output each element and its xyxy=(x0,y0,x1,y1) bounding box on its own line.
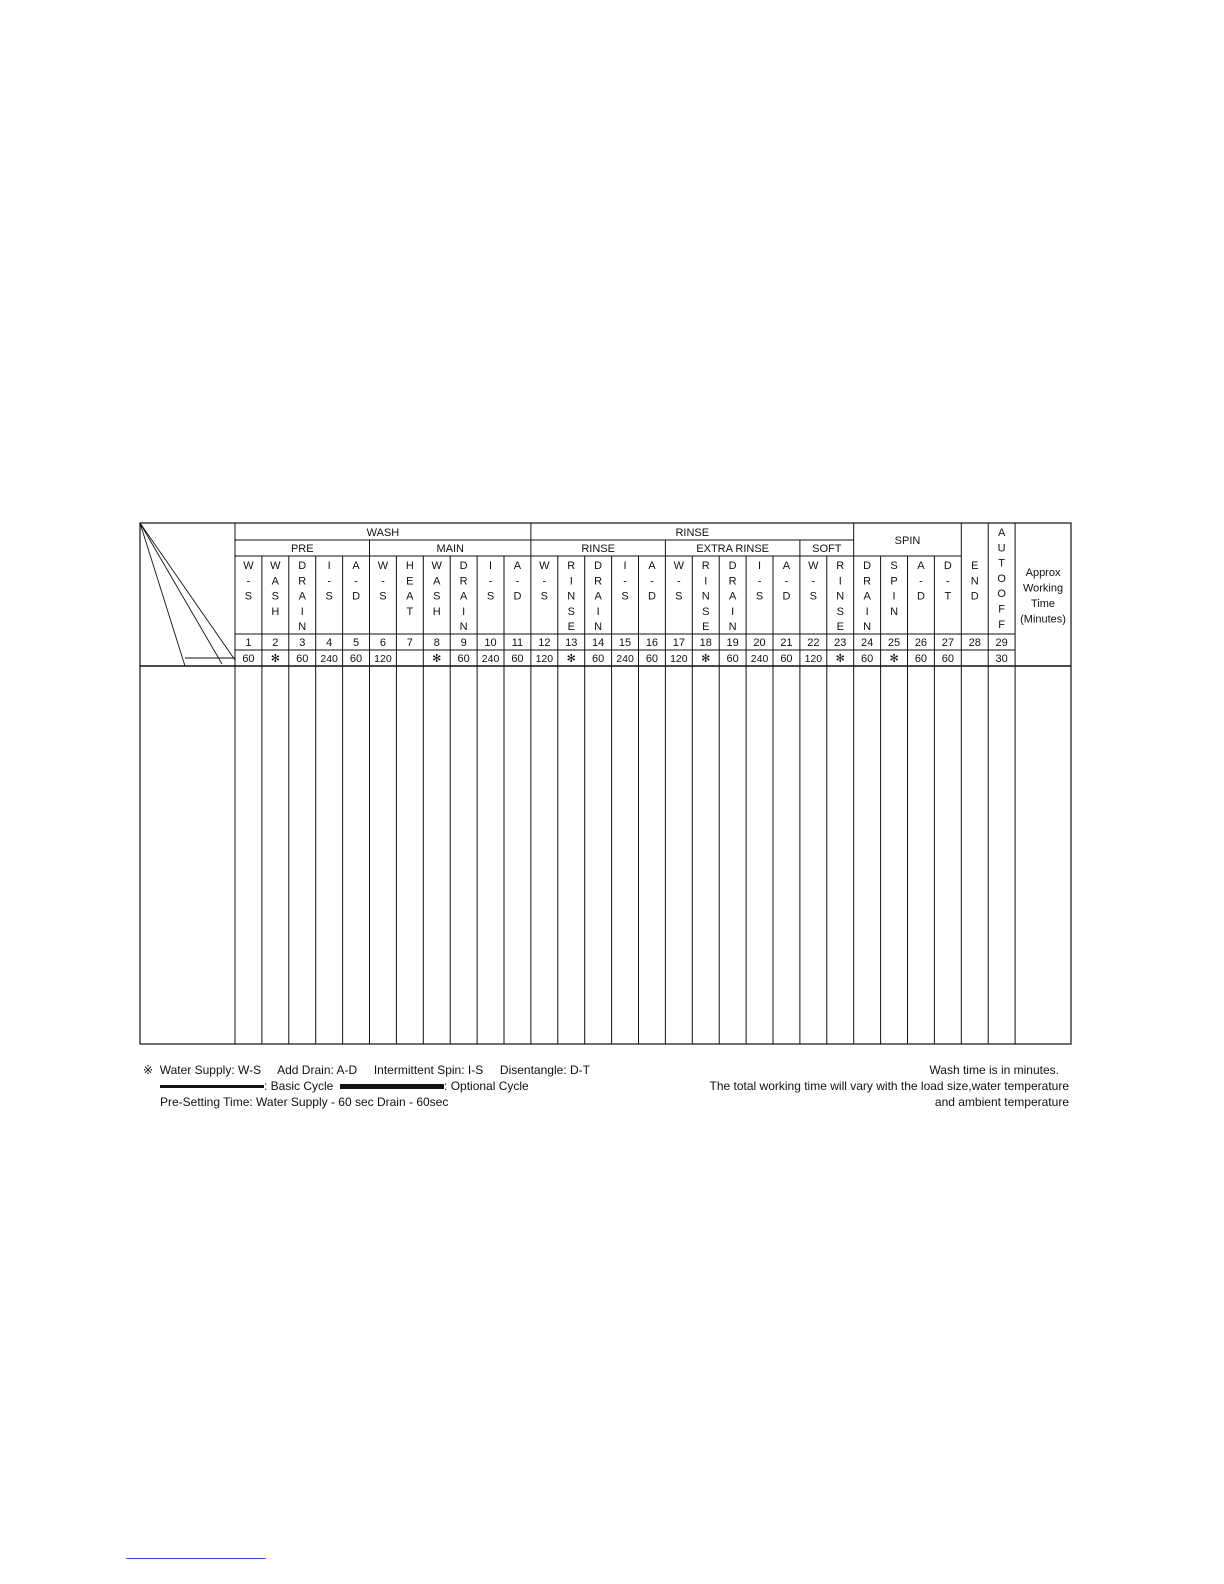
step-9-abbr: R xyxy=(459,575,468,588)
step-16-abbr: - xyxy=(650,575,654,588)
step-25-abbr: N xyxy=(890,605,899,618)
step-5-number: 5 xyxy=(352,637,360,649)
step-4-abbr: - xyxy=(327,575,331,588)
step-20-abbr: S xyxy=(755,590,764,603)
step-2-number: 2 xyxy=(272,637,279,649)
step-17-number: 17 xyxy=(672,637,685,649)
step-2-time: ✻ xyxy=(270,653,280,665)
step-25-number: 25 xyxy=(887,637,901,649)
step-15-abbr: - xyxy=(623,575,627,588)
step-21-abbr: - xyxy=(784,575,789,588)
step-10-number: 10 xyxy=(484,637,497,649)
step-26-abbr: D xyxy=(916,590,925,603)
step-29-abbr: F xyxy=(998,618,1006,631)
step-26-number: 26 xyxy=(914,637,928,649)
group-soft: SOFT xyxy=(812,543,842,555)
step-8-abbr: A xyxy=(433,575,441,588)
step-22-abbr: S xyxy=(809,590,818,603)
approx-header: Approx xyxy=(1025,567,1061,579)
step-2-abbr: S xyxy=(271,590,280,603)
step-7-abbr: E xyxy=(406,575,414,588)
step-17-abbr: W xyxy=(673,560,685,572)
step-23-number: 23 xyxy=(834,637,847,649)
step-3-abbr: D xyxy=(298,560,307,572)
step-13-abbr: S xyxy=(567,605,575,618)
step-20-time: 240 xyxy=(750,653,769,665)
step-29-abbr: U xyxy=(997,542,1006,555)
step-10-abbr: - xyxy=(488,575,493,588)
step-19-time: 60 xyxy=(726,653,739,665)
step-16-time: 60 xyxy=(645,653,659,665)
step-16-abbr: D xyxy=(647,590,656,603)
step-27-abbr: T xyxy=(944,590,952,603)
step-24-number: 24 xyxy=(861,637,874,649)
step-21-abbr: A xyxy=(782,560,791,572)
step-7-abbr: A xyxy=(406,590,414,603)
step-20-abbr: - xyxy=(757,575,762,588)
legend-note-line2: and ambient temperature xyxy=(934,1095,1069,1109)
step-9-abbr: A xyxy=(459,590,468,603)
legend-wash-time-note: Wash time is in minutes. xyxy=(929,1063,1059,1077)
step-10-abbr: S xyxy=(486,590,495,603)
step-10-time: 240 xyxy=(481,653,500,665)
step-3-abbr: I xyxy=(300,605,304,618)
step-7-number: 7 xyxy=(406,637,413,649)
step-27-abbr: - xyxy=(946,575,950,588)
group-pre: PRE xyxy=(290,543,314,555)
step-14-abbr: N xyxy=(594,621,603,634)
step-8-abbr: H xyxy=(432,605,441,618)
approx-header: Time xyxy=(1031,598,1056,610)
step-1-number: 1 xyxy=(245,637,252,649)
step-9-time: 60 xyxy=(457,653,470,665)
step-19-abbr: R xyxy=(728,575,737,588)
step-25-time: ✻ xyxy=(889,653,899,665)
step-20-abbr: I xyxy=(758,560,762,572)
group-spin: SPIN xyxy=(894,535,921,547)
step-11-abbr: D xyxy=(513,590,522,603)
step-9-number: 9 xyxy=(460,637,467,649)
step-21-time: 60 xyxy=(780,653,793,665)
step-8-number: 8 xyxy=(433,637,440,649)
step-2-abbr: H xyxy=(271,605,280,618)
group-rinse: RINSE xyxy=(675,527,710,539)
step-18-abbr: R xyxy=(701,560,710,572)
group-main: MAIN xyxy=(436,543,464,555)
step-3-abbr: A xyxy=(298,590,306,603)
step-19-number: 19 xyxy=(726,637,739,649)
step-4-number: 4 xyxy=(326,637,333,649)
step-11-abbr: - xyxy=(515,575,520,588)
legend-cycle-lines xyxy=(160,1079,529,1093)
step-5-abbr: - xyxy=(354,575,358,588)
step-22-abbr: - xyxy=(811,575,816,588)
step-21-abbr: D xyxy=(782,590,791,603)
step-18-abbr: S xyxy=(702,605,710,618)
step-15-time: 240 xyxy=(616,653,634,665)
step-29-abbr: T xyxy=(998,557,1006,570)
step-8-abbr: S xyxy=(433,590,441,603)
step-3-time: 60 xyxy=(296,653,309,665)
step-16-number: 16 xyxy=(645,637,659,649)
step-8-abbr: W xyxy=(431,560,442,572)
step-28-abbr: D xyxy=(970,590,979,603)
corner-diagonal xyxy=(140,523,185,666)
step-23-abbr: S xyxy=(836,605,844,618)
step-23-abbr: I xyxy=(838,575,842,588)
step-17-abbr: S xyxy=(675,590,683,603)
step-26-time: 60 xyxy=(914,653,928,665)
step-15-number: 15 xyxy=(618,637,632,649)
step-18-time: ✻ xyxy=(701,653,711,665)
step-24-abbr: N xyxy=(863,621,872,634)
step-28-number: 28 xyxy=(968,637,981,649)
legend-add-drain: Add Drain: A-D xyxy=(277,1063,358,1077)
step-15-abbr: S xyxy=(621,590,629,603)
step-25-abbr: S xyxy=(890,560,898,572)
group-extra-rinse: EXTRA RINSE xyxy=(696,543,770,555)
step-29-abbr: F xyxy=(998,603,1006,616)
step-24-abbr: I xyxy=(865,605,869,618)
step-21-number: 21 xyxy=(780,637,793,649)
legend-water-supply: Water Supply: W-S xyxy=(159,1063,262,1077)
legend-basic-cycle: : Basic Cycle xyxy=(264,1079,334,1093)
step-12-abbr: - xyxy=(542,575,547,588)
approx-header: (Minutes) xyxy=(1020,613,1066,626)
step-4-time: 240 xyxy=(320,653,338,665)
step-14-time: 60 xyxy=(592,653,605,665)
step-14-abbr: D xyxy=(594,560,603,572)
step-12-time: 120 xyxy=(535,653,554,665)
step-24-abbr: D xyxy=(863,560,872,572)
step-1-time: 60 xyxy=(242,653,255,665)
group-wash: WASH xyxy=(366,527,400,539)
step-9-abbr: N xyxy=(459,621,468,634)
legend-disentangle: Disentangle: D-T xyxy=(499,1063,590,1077)
legend-intermittent-spin: Intermittent Spin: I-S xyxy=(373,1063,484,1077)
step-6-time: 120 xyxy=(374,653,392,665)
corner-diagonal xyxy=(140,523,235,660)
step-23-abbr: E xyxy=(836,621,844,634)
step-24-time: 60 xyxy=(861,653,874,665)
step-12-number: 12 xyxy=(538,637,551,649)
legend-note-line1: The total working time will vary with the load size,water temperature xyxy=(709,1079,1069,1093)
step-17-time: 120 xyxy=(670,653,688,665)
step-11-abbr: A xyxy=(513,560,522,572)
step-22-number: 22 xyxy=(807,637,820,649)
step-2-abbr: W xyxy=(270,560,281,572)
step-12-abbr: S xyxy=(540,590,549,603)
step-5-time: 60 xyxy=(349,653,363,665)
step-13-abbr: R xyxy=(567,560,576,572)
step-18-abbr: I xyxy=(704,575,708,588)
step-5-abbr: A xyxy=(352,560,360,572)
step-6-number: 6 xyxy=(379,637,387,649)
step-4-abbr: S xyxy=(325,590,333,603)
step-7-abbr: T xyxy=(406,605,414,618)
table-border xyxy=(140,523,1071,1044)
step-7-abbr: H xyxy=(405,560,414,572)
step-17-abbr: - xyxy=(677,575,681,588)
step-25-abbr: I xyxy=(892,590,896,603)
step-13-abbr: E xyxy=(567,621,575,634)
step-28-abbr: E xyxy=(971,560,979,572)
step-13-abbr: N xyxy=(567,590,576,603)
step-19-abbr: A xyxy=(728,590,737,603)
step-3-abbr: R xyxy=(298,575,307,588)
step-26-abbr: A xyxy=(917,560,925,572)
basic-cycle-line xyxy=(160,1085,264,1088)
step-24-abbr: A xyxy=(863,590,871,603)
step-8-time: ✻ xyxy=(432,653,442,665)
group-rinse-sub: RINSE xyxy=(581,543,615,555)
step-26-abbr: - xyxy=(919,575,923,588)
step-14-abbr: A xyxy=(594,590,602,603)
step-14-abbr: R xyxy=(594,575,603,588)
step-13-number: 13 xyxy=(565,637,578,649)
step-22-abbr: W xyxy=(808,560,819,572)
step-12-abbr: W xyxy=(539,560,550,572)
step-24-abbr: R xyxy=(863,575,872,588)
step-29-abbr: A xyxy=(997,527,1006,539)
step-2-abbr: A xyxy=(271,575,280,588)
step-29-number: 29 xyxy=(995,637,1008,649)
step-9-abbr: I xyxy=(462,605,466,618)
step-1-abbr: W xyxy=(243,560,254,572)
legend-mark: ※ xyxy=(143,1063,154,1077)
legend-optional-cycle: : Optional Cycle xyxy=(444,1079,529,1093)
optional-cycle-line xyxy=(340,1084,444,1089)
step-19-abbr: D xyxy=(728,560,737,572)
step-23-abbr: R xyxy=(836,560,845,572)
step-23-time: ✻ xyxy=(835,653,845,665)
step-1-abbr: - xyxy=(246,575,251,588)
step-23-abbr: N xyxy=(836,590,845,603)
step-6-abbr: - xyxy=(381,575,385,588)
step-14-number: 14 xyxy=(592,637,605,649)
step-18-abbr: E xyxy=(702,621,710,634)
step-28-abbr: N xyxy=(970,575,979,588)
step-18-abbr: N xyxy=(701,590,710,603)
corner-diagonal xyxy=(140,523,222,664)
step-3-number: 3 xyxy=(299,637,306,649)
step-10-abbr: I xyxy=(489,560,493,572)
step-27-time: 60 xyxy=(941,653,954,665)
footer-rule xyxy=(126,1558,266,1559)
step-9-abbr: D xyxy=(459,560,468,572)
step-1-abbr: S xyxy=(244,590,253,603)
step-16-abbr: A xyxy=(648,560,656,572)
step-6-abbr: W xyxy=(377,560,389,572)
step-20-number: 20 xyxy=(753,637,766,649)
step-14-abbr: I xyxy=(596,605,600,618)
step-3-abbr: N xyxy=(298,621,307,634)
legend-abbreviations xyxy=(143,1063,590,1077)
step-27-abbr: D xyxy=(943,560,952,572)
step-29-time: 30 xyxy=(995,653,1008,665)
step-11-time: 60 xyxy=(511,653,524,665)
step-22-time: 120 xyxy=(804,653,823,665)
step-4-abbr: I xyxy=(327,560,331,572)
step-25-abbr: P xyxy=(890,575,898,588)
step-27-number: 27 xyxy=(941,637,954,649)
step-29-abbr: O xyxy=(997,572,1006,585)
step-29-abbr: O xyxy=(997,588,1006,601)
step-11-number: 11 xyxy=(511,637,524,649)
approx-header: Working xyxy=(1022,582,1064,595)
step-5-abbr: D xyxy=(352,590,361,603)
legend-presetting: Pre-Setting Time: Water Supply - 60 sec Drain - 60sec xyxy=(160,1095,449,1109)
step-19-abbr: I xyxy=(731,605,735,618)
step-13-abbr: I xyxy=(569,575,573,588)
step-6-abbr: S xyxy=(379,590,387,603)
step-19-abbr: N xyxy=(728,621,737,634)
step-15-abbr: I xyxy=(623,560,627,572)
step-18-number: 18 xyxy=(699,637,712,649)
step-13-time: ✻ xyxy=(566,653,576,665)
